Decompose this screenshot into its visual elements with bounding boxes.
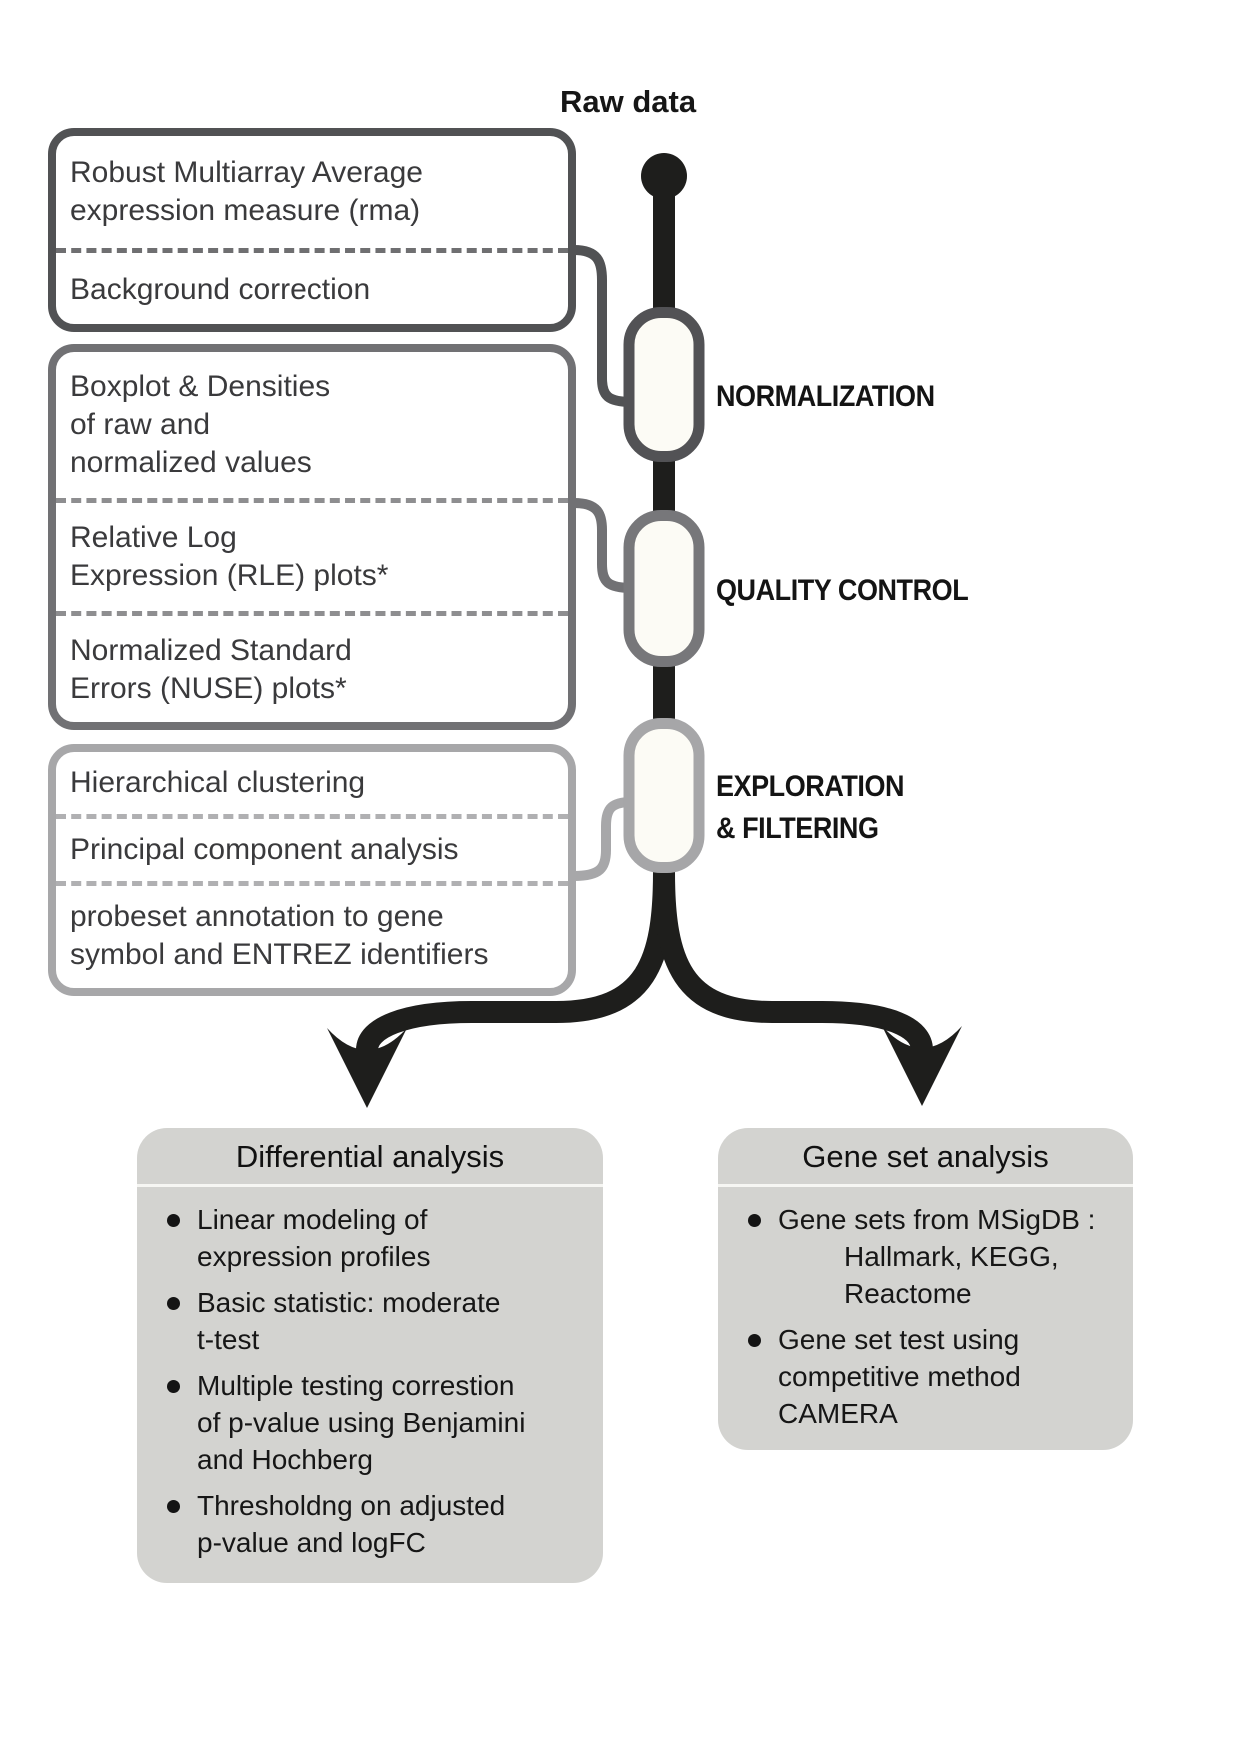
result-box-differential-analysis bbox=[137, 1128, 603, 1583]
result-box-title: Differential analysis bbox=[137, 1128, 603, 1187]
method-step-line: expression measure (rma) bbox=[70, 194, 421, 227]
branch-right-arm bbox=[664, 872, 922, 1050]
method-step-line: Normalized Standard bbox=[70, 634, 352, 667]
method-step-line: Errors (NUSE) plots* bbox=[70, 672, 347, 705]
connector-normalization bbox=[574, 250, 632, 402]
arrowhead-right-icon bbox=[882, 1026, 962, 1106]
connector-exploration bbox=[574, 802, 632, 876]
bullet-dot-icon bbox=[167, 1297, 180, 1310]
method-step bbox=[56, 611, 568, 724]
stage-pill-exploration bbox=[629, 724, 699, 868]
list-item: Multiple testing correstion of p-value using Benjamini and Hochberg bbox=[161, 1367, 593, 1478]
stage-pill-normalization bbox=[629, 313, 699, 457]
result-box-gene-set-analysis bbox=[718, 1128, 1133, 1450]
method-box-normalization bbox=[48, 128, 576, 332]
list-item: Linear modeling of expression profiles bbox=[161, 1201, 593, 1275]
list-item: Gene set test using competitive method CAMERA bbox=[742, 1321, 1123, 1432]
method-box-quality-control bbox=[48, 344, 576, 730]
bullet-dot-icon bbox=[167, 1500, 180, 1513]
list-item: Thresholdng on adjusted p-value and logFC bbox=[161, 1487, 593, 1561]
stage-label-exploration bbox=[716, 766, 904, 850]
stage-pill-quality-control bbox=[629, 516, 699, 662]
raw-data-node bbox=[641, 153, 687, 199]
method-step-line: Boxplot & Densities bbox=[70, 370, 331, 403]
stage-label-line: & FILTERING bbox=[716, 812, 879, 845]
method-step-line: Hierarchical clustering bbox=[70, 766, 366, 799]
method-step-line: Expression (RLE) plots* bbox=[70, 559, 389, 592]
bullet-dot-icon bbox=[167, 1214, 180, 1227]
method-step bbox=[56, 881, 568, 986]
method-step bbox=[56, 498, 568, 611]
connector-quality-control bbox=[574, 503, 632, 588]
method-step-line: Relative Log bbox=[70, 521, 237, 554]
method-step bbox=[56, 752, 568, 814]
pipeline-line bbox=[653, 170, 675, 890]
method-box-exploration bbox=[48, 744, 576, 996]
method-step-line: symbol and ENTREZ identifiers bbox=[70, 938, 489, 971]
arrowhead-left-icon bbox=[327, 1028, 407, 1108]
method-step-line: probeset annotation to gene bbox=[70, 900, 444, 933]
method-step bbox=[56, 248, 568, 327]
stage-label-normalization: NORMALIZATION bbox=[716, 380, 935, 413]
method-step-line: Robust Multiarray Average bbox=[70, 156, 423, 189]
stage-label-quality-control: QUALITY CONTROL bbox=[716, 574, 969, 607]
list-item: Basic statistic: moderate t-test bbox=[161, 1284, 593, 1358]
method-step bbox=[56, 814, 568, 881]
bullet-dot-icon bbox=[167, 1380, 180, 1393]
method-step-line: of raw and bbox=[70, 408, 211, 441]
method-step bbox=[56, 352, 568, 498]
method-step-line: Background correction bbox=[70, 273, 371, 306]
result-box-title: Gene set analysis bbox=[718, 1128, 1133, 1187]
raw-data-label: Raw data bbox=[560, 84, 697, 119]
bullet-dot-icon bbox=[748, 1334, 761, 1347]
bullet-dot-icon bbox=[748, 1214, 761, 1227]
method-step-line: Principal component analysis bbox=[70, 833, 459, 866]
result-box-body bbox=[718, 1187, 1133, 1440]
list-item: Gene sets from MSigDB : Hallmark, KEGG, Reactome bbox=[742, 1201, 1123, 1312]
method-step-line: normalized values bbox=[70, 446, 312, 479]
method-step bbox=[56, 136, 568, 248]
stage-label-line: EXPLORATION bbox=[716, 770, 905, 803]
result-box-body bbox=[137, 1187, 603, 1569]
